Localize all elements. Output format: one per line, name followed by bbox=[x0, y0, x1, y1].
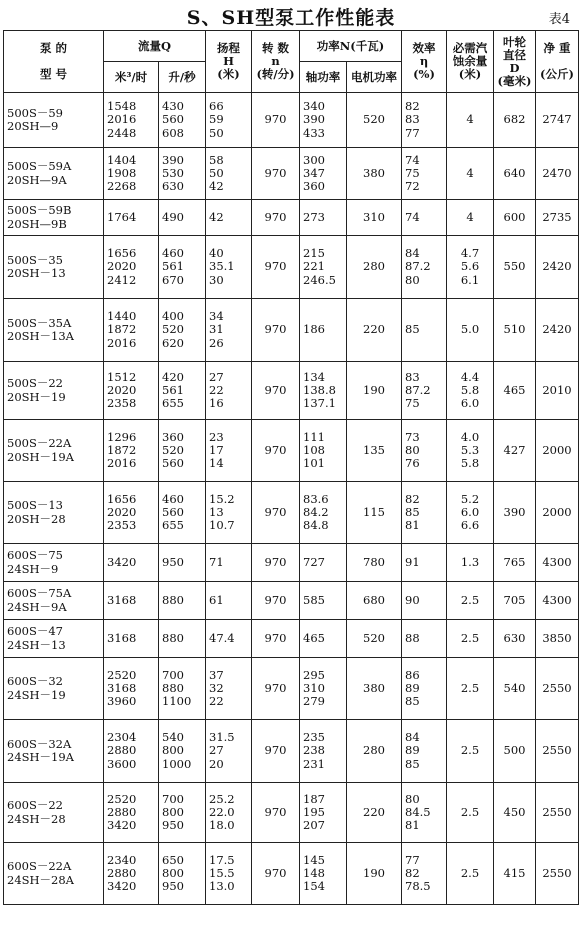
cell-impeller-diameter: 427 bbox=[494, 420, 536, 482]
cell-head: 27 22 16 bbox=[206, 362, 252, 420]
cell-npsh: 2.5 bbox=[447, 582, 494, 620]
cell-speed: 970 bbox=[252, 362, 300, 420]
cell-net-weight: 2010 bbox=[536, 362, 579, 420]
cell-motor-power: 135 bbox=[347, 420, 402, 482]
cell-npsh: 4 bbox=[447, 200, 494, 236]
table-row bbox=[4, 783, 579, 843]
cell-motor-power: 190 bbox=[347, 843, 402, 905]
cell-shaft-power: 465 bbox=[300, 620, 347, 658]
cell-npsh: 4 bbox=[447, 93, 494, 148]
cell-shaft-power: 727 bbox=[300, 544, 347, 582]
cell-model: 600S－32A 24SH－19A bbox=[4, 720, 104, 783]
cell-motor-power: 115 bbox=[347, 482, 402, 544]
cell-impeller-diameter: 465 bbox=[494, 362, 536, 420]
cell-shaft-power: 585 bbox=[300, 582, 347, 620]
cell-flow-ls: 420 561 655 bbox=[159, 362, 206, 420]
cell-speed: 970 bbox=[252, 148, 300, 200]
cell-flow-m3h: 3168 bbox=[104, 620, 159, 658]
cell-motor-power: 380 bbox=[347, 148, 402, 200]
cell-flow-ls: 360 520 560 bbox=[159, 420, 206, 482]
cell-flow-ls: 390 530 630 bbox=[159, 148, 206, 200]
header-speed: 转 数 n (转/分) bbox=[252, 31, 300, 93]
header-flow-ls: 升/秒 bbox=[159, 62, 206, 93]
cell-speed: 970 bbox=[252, 843, 300, 905]
cell-npsh: 4 bbox=[447, 148, 494, 200]
cell-npsh: 1.3 bbox=[447, 544, 494, 582]
cell-motor-power: 780 bbox=[347, 544, 402, 582]
cell-efficiency: 73 80 76 bbox=[402, 420, 447, 482]
cell-impeller-diameter: 550 bbox=[494, 236, 536, 299]
cell-flow-ls: 880 bbox=[159, 582, 206, 620]
cell-efficiency: 84 89 85 bbox=[402, 720, 447, 783]
cell-motor-power: 520 bbox=[347, 620, 402, 658]
cell-net-weight: 2000 bbox=[536, 420, 579, 482]
cell-head: 58 50 42 bbox=[206, 148, 252, 200]
cell-speed: 970 bbox=[252, 783, 300, 843]
cell-efficiency: 86 89 85 bbox=[402, 658, 447, 720]
cell-model: 600S－22 24SH－28 bbox=[4, 783, 104, 843]
table-row bbox=[4, 200, 579, 236]
cell-motor-power: 220 bbox=[347, 783, 402, 843]
cell-impeller-diameter: 390 bbox=[494, 482, 536, 544]
cell-net-weight: 2420 bbox=[536, 299, 579, 362]
cell-flow-ls: 430 560 608 bbox=[159, 93, 206, 148]
cell-flow-ls: 950 bbox=[159, 544, 206, 582]
cell-impeller-diameter: 510 bbox=[494, 299, 536, 362]
cell-flow-ls: 700 880 1100 bbox=[159, 658, 206, 720]
cell-npsh: 5.0 bbox=[447, 299, 494, 362]
cell-motor-power: 380 bbox=[347, 658, 402, 720]
table-row bbox=[4, 299, 579, 362]
cell-speed: 970 bbox=[252, 582, 300, 620]
header-net-weight: 净 重 (公斤) bbox=[536, 31, 579, 93]
cell-model: 500S－13 20SH－28 bbox=[4, 482, 104, 544]
cell-speed: 970 bbox=[252, 658, 300, 720]
cell-efficiency: 80 84.5 81 bbox=[402, 783, 447, 843]
cell-head: 37 32 22 bbox=[206, 658, 252, 720]
cell-impeller-diameter: 600 bbox=[494, 200, 536, 236]
cell-shaft-power: 83.6 84.2 84.8 bbox=[300, 482, 347, 544]
cell-flow-ls: 650 800 950 bbox=[159, 843, 206, 905]
table-row bbox=[4, 620, 579, 658]
cell-impeller-diameter: 682 bbox=[494, 93, 536, 148]
cell-speed: 970 bbox=[252, 544, 300, 582]
cell-npsh: 2.5 bbox=[447, 658, 494, 720]
cell-net-weight: 2550 bbox=[536, 658, 579, 720]
cell-npsh: 4.0 5.3 5.8 bbox=[447, 420, 494, 482]
cell-head: 66 59 50 bbox=[206, 93, 252, 148]
cell-impeller-diameter: 705 bbox=[494, 582, 536, 620]
cell-flow-m3h: 2304 2880 3600 bbox=[104, 720, 159, 783]
cell-head: 34 31 26 bbox=[206, 299, 252, 362]
table-row bbox=[4, 582, 579, 620]
cell-net-weight: 2550 bbox=[536, 783, 579, 843]
cell-model: 500S－59A 20SH—9A bbox=[4, 148, 104, 200]
cell-model: 500S－35 20SH－13 bbox=[4, 236, 104, 299]
header-npsh: 必需汽 蚀余量 (米) bbox=[447, 31, 494, 93]
cell-npsh: 2.5 bbox=[447, 843, 494, 905]
cell-shaft-power: 186 bbox=[300, 299, 347, 362]
cell-impeller-diameter: 540 bbox=[494, 658, 536, 720]
header-flow-m3h: 米³/时 bbox=[104, 62, 159, 93]
cell-shaft-power: 340 390 433 bbox=[300, 93, 347, 148]
header-flow: 流量Q bbox=[104, 31, 206, 62]
cell-head: 17.5 15.5 13.0 bbox=[206, 843, 252, 905]
cell-head: 61 bbox=[206, 582, 252, 620]
cell-efficiency: 85 bbox=[402, 299, 447, 362]
cell-model: 500S－22 20SH－19 bbox=[4, 362, 104, 420]
cell-efficiency: 91 bbox=[402, 544, 447, 582]
cell-flow-m3h: 1764 bbox=[104, 200, 159, 236]
cell-shaft-power: 187 195 207 bbox=[300, 783, 347, 843]
cell-head: 25.2 22.0 18.0 bbox=[206, 783, 252, 843]
header-power: 功率N(千瓦) bbox=[300, 31, 402, 62]
table-header bbox=[4, 31, 579, 93]
cell-npsh: 2.5 bbox=[447, 620, 494, 658]
cell-speed: 970 bbox=[252, 482, 300, 544]
cell-head: 47.4 bbox=[206, 620, 252, 658]
table-row bbox=[4, 93, 579, 148]
cell-net-weight: 2470 bbox=[536, 148, 579, 200]
cell-flow-ls: 700 800 950 bbox=[159, 783, 206, 843]
cell-model: 500S－59B 20SH—9B bbox=[4, 200, 104, 236]
cell-flow-m3h: 1656 2020 2412 bbox=[104, 236, 159, 299]
cell-efficiency: 84 87.2 80 bbox=[402, 236, 447, 299]
cell-net-weight: 2735 bbox=[536, 200, 579, 236]
cell-model: 600S－75A 24SH－9A bbox=[4, 582, 104, 620]
cell-flow-m3h: 1296 1872 2016 bbox=[104, 420, 159, 482]
cell-head: 71 bbox=[206, 544, 252, 582]
cell-speed: 970 bbox=[252, 420, 300, 482]
header-head: 扬程 H (米) bbox=[206, 31, 252, 93]
table-row bbox=[4, 843, 579, 905]
cell-impeller-diameter: 765 bbox=[494, 544, 536, 582]
cell-flow-m3h: 2520 2880 3420 bbox=[104, 783, 159, 843]
cell-head: 42 bbox=[206, 200, 252, 236]
cell-speed: 970 bbox=[252, 720, 300, 783]
cell-net-weight: 4300 bbox=[536, 544, 579, 582]
cell-head: 40 35.1 30 bbox=[206, 236, 252, 299]
cell-speed: 970 bbox=[252, 200, 300, 236]
cell-motor-power: 280 bbox=[347, 720, 402, 783]
cell-head: 31.5 27 20 bbox=[206, 720, 252, 783]
cell-head: 15.2 13 10.7 bbox=[206, 482, 252, 544]
cell-efficiency: 74 bbox=[402, 200, 447, 236]
page-title: S、SH型泵工作性能表 bbox=[186, 7, 396, 29]
cell-flow-m3h: 1404 1908 2268 bbox=[104, 148, 159, 200]
cell-efficiency: 88 bbox=[402, 620, 447, 658]
cell-impeller-diameter: 630 bbox=[494, 620, 536, 658]
cell-flow-m3h: 1656 2020 2353 bbox=[104, 482, 159, 544]
cell-net-weight: 2000 bbox=[536, 482, 579, 544]
cell-speed: 970 bbox=[252, 620, 300, 658]
cell-flow-m3h: 2340 2880 3420 bbox=[104, 843, 159, 905]
table-row bbox=[4, 720, 579, 783]
cell-speed: 970 bbox=[252, 236, 300, 299]
cell-flow-ls: 880 bbox=[159, 620, 206, 658]
cell-model: 500S－35A 20SH－13A bbox=[4, 299, 104, 362]
cell-shaft-power: 300 347 360 bbox=[300, 148, 347, 200]
table-row bbox=[4, 544, 579, 582]
cell-npsh: 5.2 6.0 6.6 bbox=[447, 482, 494, 544]
cell-net-weight: 2420 bbox=[536, 236, 579, 299]
cell-model: 600S－32 24SH－19 bbox=[4, 658, 104, 720]
cell-net-weight: 3850 bbox=[536, 620, 579, 658]
cell-impeller-diameter: 500 bbox=[494, 720, 536, 783]
table-row bbox=[4, 148, 579, 200]
cell-model: 500S－22A 20SH－19A bbox=[4, 420, 104, 482]
cell-shaft-power: 235 238 231 bbox=[300, 720, 347, 783]
cell-efficiency: 82 85 81 bbox=[402, 482, 447, 544]
cell-flow-ls: 460 561 670 bbox=[159, 236, 206, 299]
cell-flow-ls: 490 bbox=[159, 200, 206, 236]
cell-model: 500S－59 20SH—9 bbox=[4, 93, 104, 148]
cell-npsh: 4.4 5.8 6.0 bbox=[447, 362, 494, 420]
cell-efficiency: 90 bbox=[402, 582, 447, 620]
header-motor-power: 电机功率 bbox=[347, 62, 402, 93]
cell-flow-ls: 460 560 655 bbox=[159, 482, 206, 544]
cell-shaft-power: 215 221 246.5 bbox=[300, 236, 347, 299]
cell-net-weight: 2550 bbox=[536, 843, 579, 905]
cell-shaft-power: 134 138.8 137.1 bbox=[300, 362, 347, 420]
cell-net-weight: 4300 bbox=[536, 582, 579, 620]
cell-impeller-diameter: 450 bbox=[494, 783, 536, 843]
table-number: 表4 bbox=[548, 12, 570, 27]
cell-head: 23 17 14 bbox=[206, 420, 252, 482]
cell-npsh: 2.5 bbox=[447, 720, 494, 783]
cell-npsh: 4.7 5.6 6.1 bbox=[447, 236, 494, 299]
cell-npsh: 2.5 bbox=[447, 783, 494, 843]
cell-flow-m3h: 3420 bbox=[104, 544, 159, 582]
pump-performance-table bbox=[3, 30, 579, 905]
cell-flow-m3h: 3168 bbox=[104, 582, 159, 620]
cell-efficiency: 82 83 77 bbox=[402, 93, 447, 148]
cell-model: 600S－47 24SH－13 bbox=[4, 620, 104, 658]
cell-shaft-power: 295 310 279 bbox=[300, 658, 347, 720]
cell-impeller-diameter: 640 bbox=[494, 148, 536, 200]
cell-model: 600S－22A 24SH－28A bbox=[4, 843, 104, 905]
cell-net-weight: 2550 bbox=[536, 720, 579, 783]
cell-shaft-power: 273 bbox=[300, 200, 347, 236]
cell-flow-m3h: 1548 2016 2448 bbox=[104, 93, 159, 148]
header-efficiency: 效率 η (%) bbox=[402, 31, 447, 93]
table-row bbox=[4, 482, 579, 544]
cell-flow-ls: 540 800 1000 bbox=[159, 720, 206, 783]
cell-efficiency: 77 82 78.5 bbox=[402, 843, 447, 905]
cell-shaft-power: 111 108 101 bbox=[300, 420, 347, 482]
table-body bbox=[4, 93, 579, 905]
cell-flow-m3h: 1512 2020 2358 bbox=[104, 362, 159, 420]
header-impeller-diameter: 叶轮 直径 D (毫米) bbox=[494, 31, 536, 93]
table-row bbox=[4, 420, 579, 482]
header-shaft-power: 轴功率 bbox=[300, 62, 347, 93]
header-pump-model: 泵 的 型 号 bbox=[4, 31, 104, 93]
cell-speed: 970 bbox=[252, 93, 300, 148]
cell-flow-m3h: 1440 1872 2016 bbox=[104, 299, 159, 362]
cell-speed: 970 bbox=[252, 299, 300, 362]
table-row bbox=[4, 362, 579, 420]
table-row bbox=[4, 658, 579, 720]
cell-efficiency: 83 87.2 75 bbox=[402, 362, 447, 420]
cell-flow-ls: 400 520 620 bbox=[159, 299, 206, 362]
cell-shaft-power: 145 148 154 bbox=[300, 843, 347, 905]
cell-motor-power: 680 bbox=[347, 582, 402, 620]
cell-impeller-diameter: 415 bbox=[494, 843, 536, 905]
cell-motor-power: 310 bbox=[347, 200, 402, 236]
cell-model: 600S－75 24SH－9 bbox=[4, 544, 104, 582]
cell-motor-power: 520 bbox=[347, 93, 402, 148]
cell-flow-m3h: 2520 3168 3960 bbox=[104, 658, 159, 720]
cell-motor-power: 280 bbox=[347, 236, 402, 299]
cell-motor-power: 220 bbox=[347, 299, 402, 362]
table-row bbox=[4, 236, 579, 299]
cell-net-weight: 2747 bbox=[536, 93, 579, 148]
cell-efficiency: 74 75 72 bbox=[402, 148, 447, 200]
cell-motor-power: 190 bbox=[347, 362, 402, 420]
